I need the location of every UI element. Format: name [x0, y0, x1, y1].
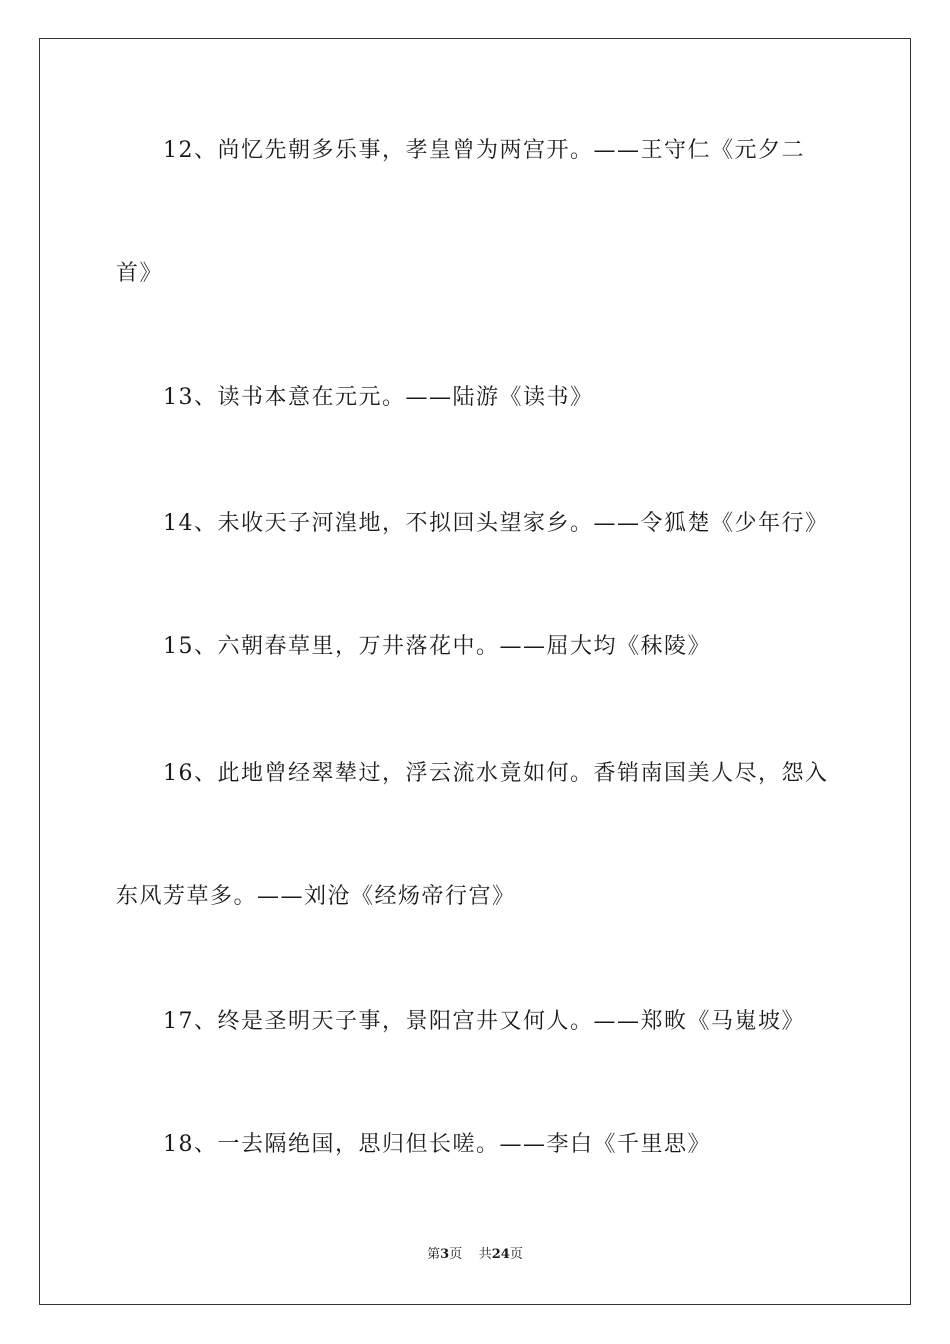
quote-12-line-1: 12、尚忆先朝多乐事，孝皇曾为两宫开。——王守仁《元夕二 — [163, 138, 805, 163]
quote-14: 14、未收天子河湟地，不拟回头望家乡。——令狐楚《少年行》 — [163, 511, 829, 536]
total-pages: 24 — [491, 1247, 510, 1262]
page-footer — [0, 1246, 950, 1264]
page-number: 3 — [440, 1247, 450, 1262]
page-label-prefix: 第 — [427, 1247, 441, 1262]
total-label-suffix: 页 — [509, 1247, 523, 1262]
quote-13: 13、读书本意在元元。——陆游《读书》 — [163, 385, 594, 410]
quote-16-line-1: 16、此地曾经翠辇过，浮云流水竟如何。香销南国美人尽，怨入 — [163, 761, 829, 786]
quote-16-line-2: 东风芳草多。——刘沧《经炀帝行宫》 — [116, 884, 516, 909]
quote-18: 18、一去隔绝国，思归但长嗟。——李白《千里思》 — [163, 1132, 711, 1157]
quote-12-line-2: 首》 — [116, 261, 164, 286]
page-label-suffix: 页 — [449, 1247, 463, 1262]
quote-17: 17、终是圣明天子事，景阳宫井又何人。——郑畋《马嵬坡》 — [163, 1009, 805, 1034]
page-frame — [39, 38, 911, 1305]
total-label-prefix: 共 — [478, 1247, 492, 1262]
quote-15: 15、六朝春草里，万井落花中。——屈大均《秣陵》 — [163, 634, 711, 659]
